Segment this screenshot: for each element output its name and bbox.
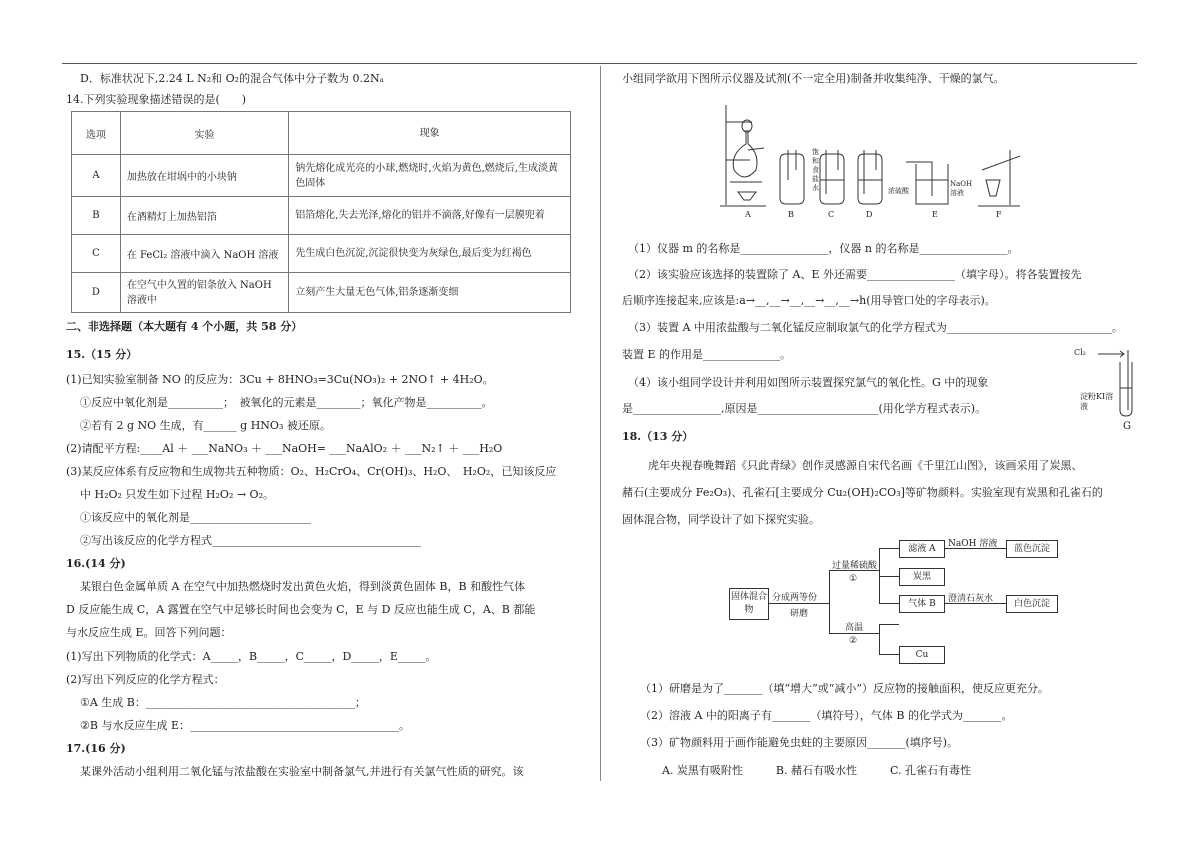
table-cell: 先生成白色沉淀,沉淀很快变为灰绿色,最后变为红褐色 — [289, 235, 571, 273]
q15-line: (2)请配平方程:____Al ＋ ___NaNO₃ ＋ ___NaOH= ___NaAlO₂ ＋ ___N₂↑ ＋ ___H₂O — [66, 442, 503, 455]
q13-option-d: D．标准状况下,2.24 L N₂和 O₂的混合气体中分子数为 0.2Nₐ — [80, 72, 384, 85]
apparatus-diagram — [720, 100, 1030, 220]
flow-blue-precipitate-box: 蓝色沉淀 — [1006, 540, 1058, 558]
flow-grind-label: 研磨 — [790, 609, 809, 619]
table-cell: 钠先熔化成光亮的小球,燃烧时,火焰为黄色,燃烧后,生成淡黄色固体 — [289, 155, 571, 197]
q17-heading: 17.(16 分) — [66, 742, 126, 755]
q15-line: (1)已知实验室制备 NO 的反应为：3Cu + 8HNO₃=3Cu(NO₃)₂ + 2NO↑ + 4H₂O。 — [66, 373, 494, 386]
table-cell: 加热放在坩埚中的小块钠 — [120, 155, 288, 197]
flow-line — [879, 624, 899, 625]
table-cell: 在酒精灯上加热铝箔 — [120, 197, 288, 235]
g-gas-label: Cl₂ — [1074, 348, 1086, 357]
q18-options: A. 炭黑有吸附性 B. 赭石有吸水性 C. 孔雀石有毒性 — [662, 764, 972, 777]
q15-line: (3)某反应体系有反应物和生成物共五种物质：O₂、H₂CrO₄、Cr(OH)₃、H₂O、 H₂O₂，已知该反应 — [66, 465, 557, 478]
table-header: 实验 — [120, 112, 288, 155]
flow-carbon-box: 炭黑 — [899, 568, 945, 586]
table-cell: A — [72, 155, 121, 197]
flow-limewater-label: 澄清石灰水 — [948, 594, 994, 604]
q16-line: D 反应能生成 C，A 露置在空气中足够长时间也会变为 C，E 与 D 反应也能生成 C，A、B 都能 — [66, 603, 536, 616]
q14-title: 14.下列实验现象描述错误的是( ) — [66, 93, 247, 106]
q17-part1: （1）仪器 m 的名称是________________，仪器 n 的名称是________________。 — [628, 242, 1019, 255]
flow-line — [879, 654, 899, 655]
q15-line: ①该反应中的氧化剂是______________________ — [80, 511, 311, 524]
q15-line: ②写出该反应的化学方程式______________________________________ — [80, 534, 421, 547]
q16-line: 某银白色金属单质 A 在空气中加热燃烧时发出黄色火焰，得到淡黄色固体 B，B 和酸性气体 — [80, 580, 526, 593]
flow-line — [879, 624, 880, 654]
table-cell: C — [72, 235, 121, 273]
table-cell: 在 FeCl₂ 溶液中滴入 NaOH 溶液 — [120, 235, 288, 273]
q15-line: ②若有 2 g NO 生成，有______ g HNO₃ 被还原。 — [80, 419, 331, 432]
q14-table — [71, 111, 571, 313]
table-row — [72, 197, 571, 235]
table-cell: 立刻产生大量无色气体,铝条逐渐变细 — [289, 273, 571, 313]
flow-line — [829, 570, 830, 634]
flow-line — [879, 576, 899, 577]
flow-line — [879, 603, 899, 604]
flow-start-box: 固体混合物 — [729, 588, 769, 620]
apparatus-label-d: D — [866, 210, 873, 219]
flow-line — [769, 603, 829, 604]
table-row — [72, 155, 571, 197]
q16-line: ②B 与水反应生成 E：______________________________________。 — [80, 719, 410, 732]
q18-part2: （2）溶液 A 中的阳离子有_______（填符号），气体 B 的化学式为_______。 — [640, 709, 1013, 722]
q16-line: (2)写出下列反应的化学方程式： — [66, 673, 225, 686]
table-row — [72, 235, 571, 273]
q17-part2: （2）该实验应该选择的装置除了 A、E 外还需要________________（填字母）。将各装置按先 — [628, 268, 1082, 281]
flow-acid-label: 过量稀硫酸 — [832, 561, 878, 571]
reagent-label: 饱和食盐水 — [812, 148, 819, 192]
q18-heading: 18.（13 分） — [622, 430, 694, 443]
table-row — [72, 273, 571, 313]
table-header-row — [72, 112, 571, 155]
q16-heading: 16.(14 分) — [66, 557, 126, 570]
q17-part4: （4）该小组同学设计并利用如图所示装置探究氯气的氧化性。G 中的现象 — [628, 376, 989, 389]
q17-part4-cont: 是________________,原因是______________________(用化学方程式表示)。 — [622, 402, 987, 415]
q18-part1: （1）研磨是为了_______（填“增大”或“减小”）反应物的接触面积，使反应更充分。 — [640, 682, 1049, 695]
header-rule — [62, 63, 1137, 64]
g-solution-label: 淀粉KI溶液 — [1080, 392, 1114, 411]
q18-part3: （3）矿物颜料用于画作能避免虫蛀的主要原因_______(填序号)。 — [640, 736, 959, 749]
reagent-label: 浓硫酸 — [888, 187, 909, 195]
flow-line — [879, 548, 899, 549]
table-header: 现象 — [289, 112, 571, 155]
q17-line: 某课外活动小组利用二氧化锰与浓盐酸在实验室中制备氯气,并进行有关氯气性质的研究。该 — [80, 765, 524, 778]
flow-heat-label: 高温 — [845, 623, 864, 633]
table-cell: 铝箔熔化,失去光泽,熔化的铝并不滴落,好像有一层膜兜着 — [289, 197, 571, 235]
g-name-label: G — [1123, 421, 1131, 432]
apparatus-label-b: B — [788, 210, 794, 219]
q16-line: (1)写出下列物质的化学式：A_____，B_____，C_____，D_____，E_____。 — [66, 650, 437, 663]
flow-acid-number: ① — [849, 574, 858, 584]
apparatus-label-f: F — [996, 210, 1002, 219]
q15-heading: 15.（15 分） — [66, 348, 138, 361]
flow-split-label: 分成两等份 — [772, 593, 818, 603]
q17-continued: 小组同学欲用下图所示仪器及试剂(不一定全用)制备并收集纯净、干燥的氯气。 — [622, 72, 1005, 85]
apparatus-label-c: C — [828, 210, 835, 219]
table-cell: 在空气中久置的铝条放入 NaOH 溶液中 — [120, 273, 288, 313]
q15-line: ①反应中氧化剂是__________； 被氧化的元素是________；氧化产物是__________。 — [80, 396, 493, 409]
flow-gas-b-box: 气体 B — [899, 595, 945, 613]
q18-line: 固体混合物，同学设计了如下探究实验。 — [622, 513, 820, 526]
flow-naoh-label: NaOH 溶液 — [948, 539, 998, 549]
q16-line: 与水反应生成 E。回答下列问题： — [66, 626, 232, 639]
flow-line — [829, 633, 879, 634]
q15-line: 中 H₂O₂ 只发生如下过程 H₂O₂ → O₂。 — [80, 488, 274, 501]
apparatus-label-e: E — [932, 210, 938, 219]
flow-heat-number: ② — [849, 636, 858, 646]
table-header: 选项 — [72, 112, 121, 155]
table-cell: D — [72, 273, 121, 313]
q17-part2-cont: 后顺序连接起来,应该是:a→__,__→__,__→__,__→h(用导管口处的字母表示)。 — [622, 294, 996, 307]
reagent-label: NaOH溶液 — [950, 180, 973, 197]
flow-cu-box: Cu — [899, 646, 945, 664]
flow-white-precipitate-box: 白色沉淀 — [1006, 595, 1058, 613]
q16-line: ①A 生成 B：______________________________________； — [80, 696, 366, 709]
column-divider — [600, 66, 601, 781]
table-cell: B — [72, 197, 121, 235]
apparatus-label-a: A — [745, 210, 751, 219]
q17-part3-cont: 装置 E 的作用是______________。 — [622, 348, 792, 361]
flow-solution-a-box: 滤液 A — [899, 540, 945, 558]
q18-line: 虎年央视春晚舞蹈《只此青绿》创作灵感源自宋代名画《千里江山图》，该画采用了炭黑、 — [648, 459, 1083, 472]
q18-line: 赭石(主要成分 Fe₂O₃)、孔雀石[主要成分 Cu₂(OH)₂CO₃]等矿物颜料。实验室现有炭黑和孔雀石的 — [622, 486, 1103, 499]
q17-part3: （3）装置 A 中用浓盐酸与二氧化锰反应制取氯气的化学方程式为______________________________。 — [628, 321, 1123, 334]
section-title: 二、非选择题（本大题有 4 个小题，共 58 分） — [66, 320, 303, 333]
